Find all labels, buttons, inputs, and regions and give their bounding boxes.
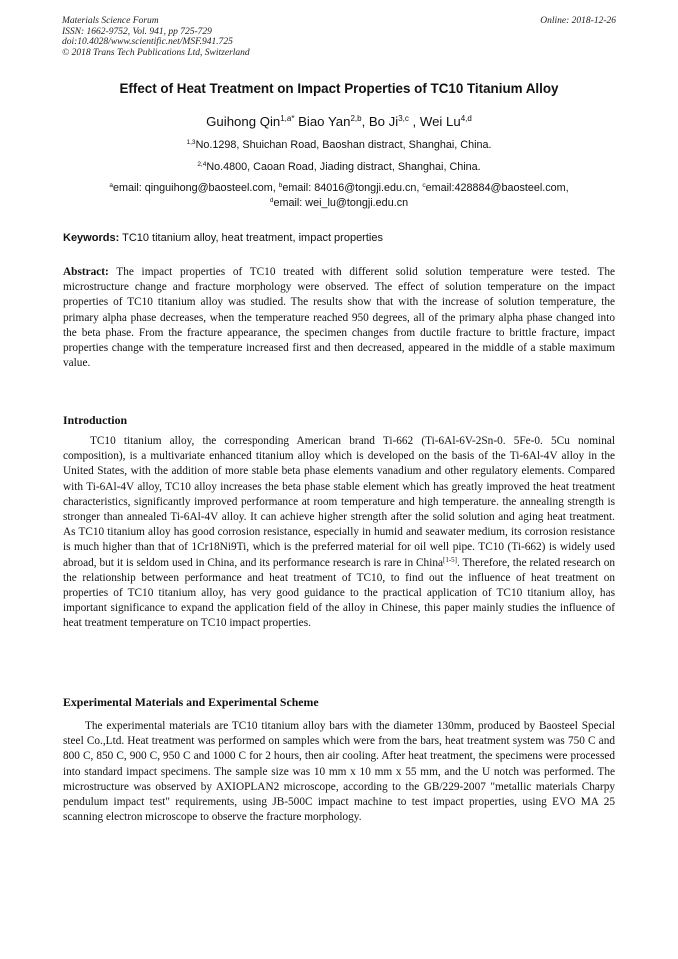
email-link[interactable]: email: qinguihong@baosteel.com,	[112, 182, 279, 194]
email-sup: a	[109, 182, 113, 189]
keywords-label: Keywords:	[63, 232, 120, 244]
email-list	[62, 181, 616, 211]
author-name: Wei Lu	[419, 114, 461, 129]
email-sup: b	[278, 182, 283, 189]
email-link[interactable]: email: 84016@tongji.edu.cn,	[282, 182, 423, 194]
author-name: Guihong Qin	[206, 114, 281, 129]
author-name: Biao Yan	[298, 114, 351, 129]
email-link[interactable]: email:428884@baosteel.com,	[425, 182, 569, 194]
affiliation-sup: 1,3	[186, 139, 196, 146]
abstract	[63, 265, 615, 371]
email-sup: c	[422, 182, 426, 189]
author-name: Bo Ji	[368, 114, 399, 129]
citation-ref[interactable]: [1-5]	[443, 555, 457, 564]
intro-text: TC10 titanium alloy, the corresponding American brand Ti-662 (Ti-6Al-6V-2Sn-0. 5Fe-0. 5Cu nominal composition), is a multivariate enhanced titanium alloy which is developed on the basis of the Ti-6Al-4V alloy in the United States, with the addition of more stable beta phase elements vanadium and other regulatory elements. Compared with Ti-6Al-4V alloy, TC10 alloy increases the beta phase stable element which has greatly improved the heat treatment characteristics, significantly improved performance at room temperature and high temperature. the annealing strength is stronger than annealed Ti-6Al-4V alloy. It can achieve higher strength after the solid solution and aging heat treatment. As TC10 titanium alloy has good corrosion resistance, especially in humid and seawater medium, its corrosion resistance is much higher than that of 1Cr18Ni9Ti, which is the preferred material for oil well pipe. TC10 (Ti-662) is widely used abroad, but it is seldom used in China, and its performance research is rare in China	[63, 435, 615, 569]
affiliation-sup: 2,4	[197, 161, 207, 168]
email-link[interactable]: email: wei_lu@tongji.edu.cn	[273, 197, 409, 209]
introduction-paragraph	[63, 434, 615, 632]
affiliation	[62, 160, 616, 175]
doi-link[interactable]: doi:10.4028/www.scientific.net/MSF.941.725	[62, 37, 233, 48]
issn-line: ISSN: 1662-9752, Vol. 941, pp 725-729	[62, 26, 212, 37]
journal-header	[62, 16, 616, 58]
email-sup: d	[269, 197, 274, 204]
journal-name: Materials Science Forum	[62, 16, 159, 26]
abstract-text: The impact properties of TC10 treated with different solid solution temperature were tested. The microstructure change and fracture morphology were observed. The effect of solution temperature on the impact properties of TC10 titanium alloy was studied. The results show that with the increase of solution temperature, the primary alpha phase decreases, when the temperature reached 950 degrees, all of the primary alpha phase changed into the beta phase. From the fracture appearance, the specimen changes from ductile fracture to brittle fracture, impact properties change with the temperature increased first and then decreased, appeared in the middle of a stable maximum value.	[63, 266, 615, 370]
section-heading-introduction: Introduction	[63, 413, 128, 427]
intro-text-continued: . Therefore, the related research on the relationship between performance and heat treatment of TC10, to find out the influence of heat treatment on properties of TC10 titanium alloy, has very good guidance to the practical application of TC10 titanium alloy, has important significance to expand the application field of the alloy in Chinese, this paper mainly studies the influence of heat treatment temperature on TC10 impact properties.	[63, 556, 615, 630]
abstract-label: Abstract:	[63, 266, 109, 278]
keywords-text: TC10 titanium alloy, heat treatment, impact properties	[119, 232, 383, 244]
author-sup: 4,d	[460, 114, 472, 123]
keywords	[63, 232, 617, 244]
online-date: Online: 2018-12-26	[540, 16, 616, 26]
author-sup: 3,c	[398, 114, 409, 123]
author-sup: 2,b	[350, 114, 362, 123]
author-list: Guihong Qin$^{1,a*}$ Biao Yan$^{2,b}$, Bo Ji$^{3,c}$ , Wei Lu$^{4,d}$	[206, 114, 472, 129]
author-sup: 1,a*	[280, 114, 295, 123]
paper-title: Effect of Heat Treatment on Impact Properties of TC10 Titanium Alloy	[119, 81, 559, 96]
affiliation	[62, 138, 616, 153]
affiliation-text: No.1298, Shuichan Road, Baoshan distract, Shanghai, China.	[195, 139, 492, 151]
experimental-paragraph: The experimental materials are TC10 titanium alloy bars with the diameter 130mm, produced by Baosteel Special steel Co.,Ltd. Heat treatment was performed on samples which were from the bars, heat treatment system was 750 C and 800 C, 850 C, 900 C, 950 C and 1000 C for 2 hours, then air cooling. After heat treatment, the specimens were processed into standard impact specimens. The sample size was 10 mm x 10 mm x 55 mm, and the U notch was performed. The microstructure was observed by AXIOPLAN2 microscope, according to the GB/229-2007 "metallic materials Charpy pendulum impact test" requirements, using JB-500C impact machine to test impact properties, using EVO MA 25 scanning electron microscope to observe the fracture morphology.	[63, 720, 615, 824]
copyright-line: © 2018 Trans Tech Publications Ltd, Switzerland	[62, 47, 250, 58]
section-heading-experimental: Experimental Materials and Experimental Scheme	[63, 695, 319, 709]
affiliation-text: No.4800, Caoan Road, Jiading distract, Shanghai, China.	[206, 161, 481, 173]
